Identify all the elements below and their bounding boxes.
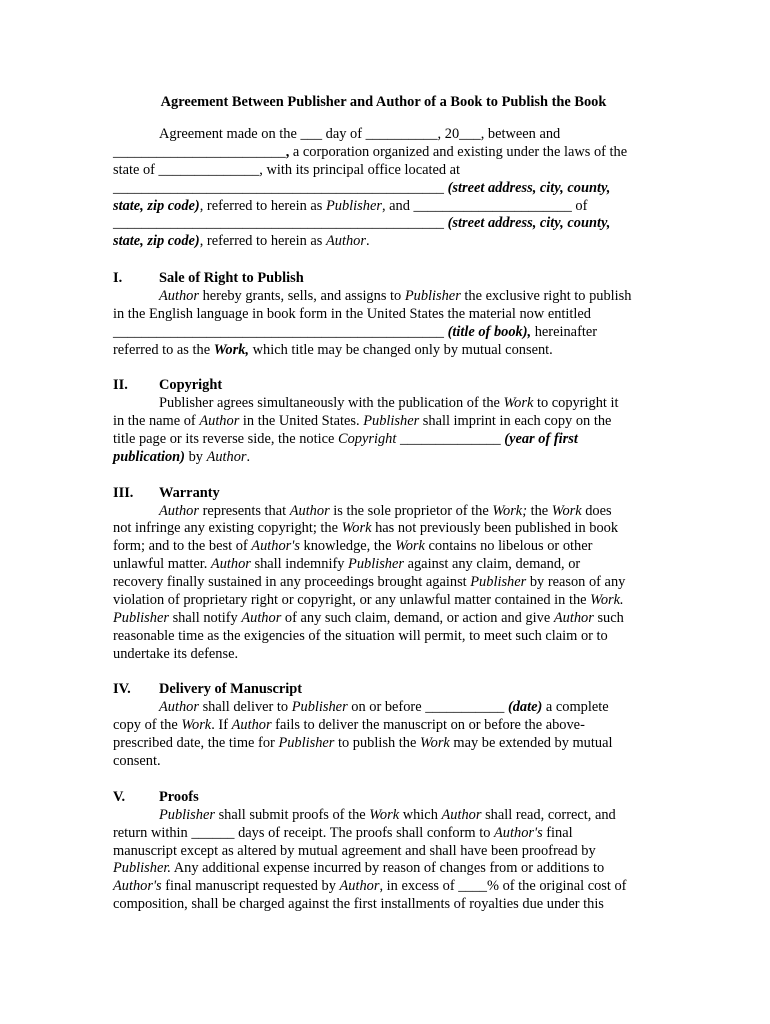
- section-line: Publisher. Any additional expense incurred by reason of changes from or additions to: [113, 860, 605, 877]
- section-number: IV.: [113, 681, 131, 698]
- section-title: Copyright: [159, 377, 223, 394]
- section-number: III.: [113, 484, 134, 501]
- section-line: Author's final manuscript requested by Author, in excess of ____% of the original cost of: [113, 878, 627, 895]
- section-title: Proofs: [159, 788, 199, 805]
- section-line: return within ______ days of receipt. The proofs shall conform to Author's final: [113, 824, 573, 841]
- intro-line: ______________________________________________ (street address, city, county,: [113, 215, 611, 232]
- section-line: referred to as the Work, which title may be changed only by mutual consent.: [113, 341, 553, 358]
- section-line: composition, shall be charged against the first installments of royalties due under this: [113, 896, 604, 913]
- section-line: copy of the Work. If Author fails to deliver the manuscript on or before the above-: [113, 717, 585, 734]
- section-line: title page or its reverse side, the notice Copyright ______________ (year of first: [113, 431, 578, 448]
- section-line: Author shall deliver to Publisher on or before ___________ (date) a complete: [159, 699, 609, 716]
- section-line: Publisher shall submit proofs of the Work which Author shall read, correct, and: [159, 806, 616, 823]
- section-gap: [113, 771, 658, 789]
- section-line: consent.: [113, 753, 161, 770]
- section-line: in the English language in book form in the United States the material now entitled: [113, 305, 591, 322]
- section-line: violation of proprietary right or copyright, or any unlawful matter contained in the Work.: [113, 592, 624, 609]
- intro-line: ________________________, a corporation organized and existing under the laws of the: [113, 143, 628, 160]
- section-line: prescribed date, the time for Publisher to publish the Work may be extended by mutual: [113, 735, 613, 752]
- intro-line: Agreement made on the ___ day of __________, 20___, between and: [159, 126, 561, 142]
- section-line: unlawful matter. Author shall indemnify Publisher against any claim, demand, or: [113, 556, 581, 573]
- section-line: form; and to the best of Author's knowledge, the Work contains no libelous or other: [113, 538, 593, 555]
- intro-line: state, zip code), referred to herein as Author.: [113, 233, 370, 250]
- section-heading: [113, 270, 658, 288]
- section-line: Author represents that Author is the sole proprietor of the Work; the Work does: [159, 502, 612, 519]
- intro-line: ______________________________________________ (street address, city, county,: [113, 179, 611, 196]
- section-line: in the name of Author in the United States. Publisher shall imprint in each copy on the: [113, 413, 612, 430]
- section-heading: [113, 681, 658, 699]
- section-gap: [113, 467, 658, 485]
- intro-line: state of ______________, with its principal office located at: [113, 161, 461, 178]
- intro-line: state, zip code), referred to herein as Publisher, and ______________________ of: [113, 197, 588, 214]
- section-title: Delivery of Manuscript: [159, 681, 303, 698]
- section-line: Author hereby grants, sells, and assigns to Publisher the exclusive right to publish: [159, 287, 632, 304]
- section-heading: [113, 377, 658, 395]
- section-heading: [113, 485, 658, 503]
- section-line: reasonable time as the exigencies of the situation will permit, to meet such claim or to: [113, 627, 608, 644]
- section-line: Publisher agrees simultaneously with the publication of the Work to copyright it: [159, 395, 619, 412]
- sections-container: [113, 270, 658, 914]
- section-line: manuscript except as altered by mutual agreement and shall have been proofread by: [113, 842, 596, 859]
- section-gap: [113, 359, 658, 377]
- section-line: ______________________________________________ (title of book), hereinafter: [113, 323, 598, 340]
- section-gap: [113, 664, 658, 682]
- section-line: recovery finally sustained in any proceedings brought against Publisher by reason of any: [113, 574, 626, 591]
- section-number: I.: [113, 270, 123, 286]
- intro-paragraph: [113, 126, 658, 251]
- section-title: Sale of Right to Publish: [159, 270, 304, 286]
- section-line: Publisher shall notify Author of any such claim, demand, or action and give Author such: [113, 609, 624, 626]
- section-line: undertake its defense.: [113, 645, 239, 662]
- section-line: not infringe any existing copyright; the Work has not previously been published in book: [113, 520, 619, 537]
- section-number: II.: [113, 377, 128, 394]
- document-title: Agreement Between Publisher and Author of a Book to Publish the Book: [160, 94, 607, 110]
- section-number: V.: [113, 788, 126, 805]
- section-line: publication) by Author.: [113, 448, 251, 465]
- section-heading: [113, 789, 658, 807]
- section-title: Warranty: [159, 484, 220, 501]
